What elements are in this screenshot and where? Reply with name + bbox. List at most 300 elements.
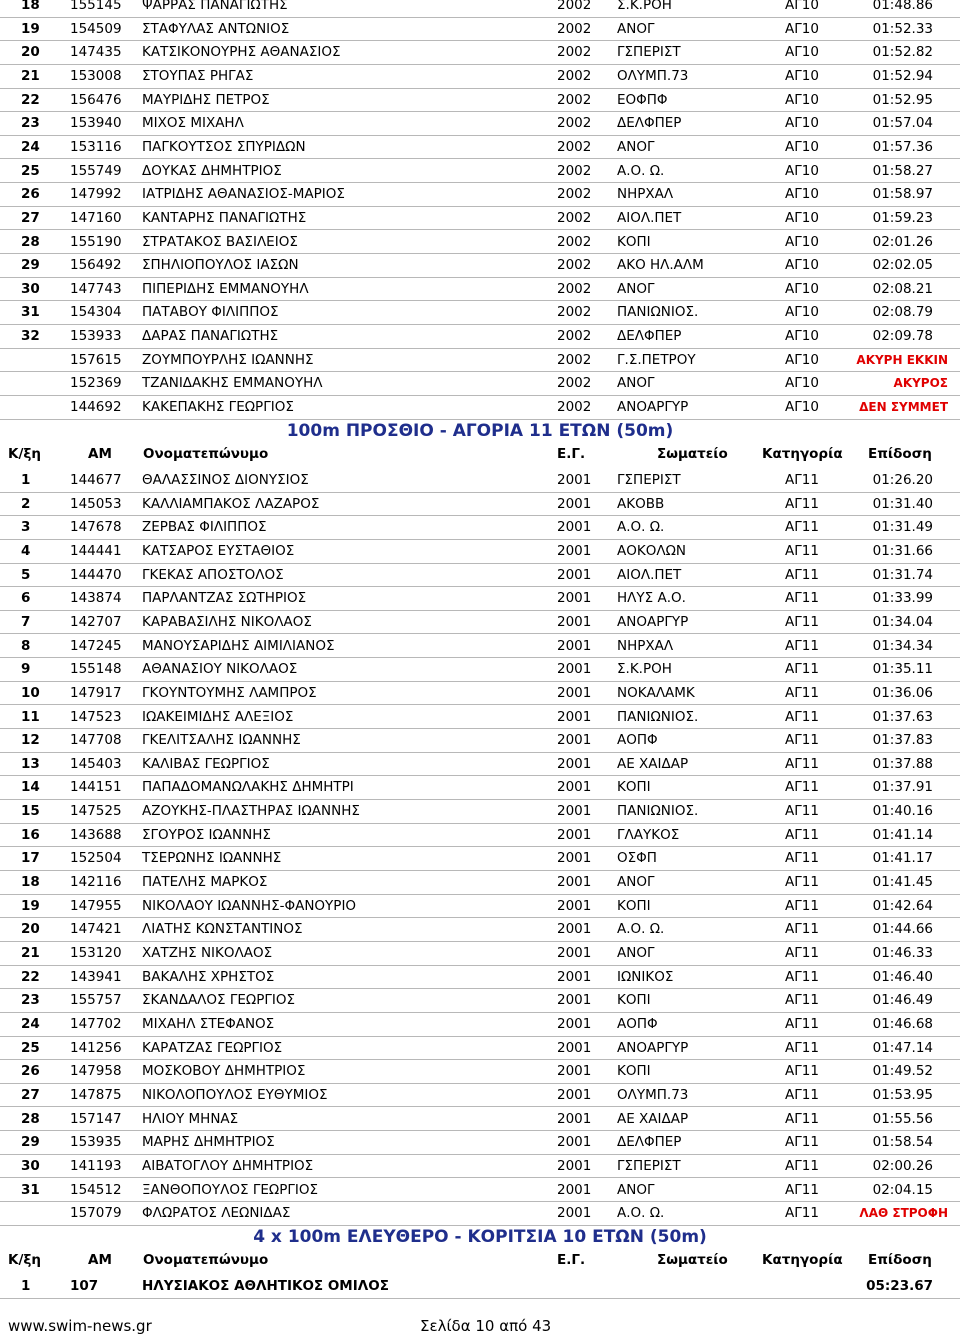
registration-cell: 153008 [70,67,122,84]
time-cell: 02:09.78 [872,328,933,345]
club-cell: ΝΗΡΧΑΛ [617,637,674,654]
time-cell: 02:01.26 [872,233,933,250]
birth-year-cell: 2001 [557,1086,592,1103]
result-row [0,301,960,325]
name-cell: ΣΤΑΦΥΛΑΣ ΑΝΤΩΝΙΟΣ [142,20,290,37]
club-cell: ΓΣΠΕΡΙΣΤ [617,44,681,61]
category-cell: ΑΓ11 [785,803,819,820]
birth-year-cell: 2002 [557,209,592,226]
club-cell: ΕΟΦΠΦ [617,91,668,108]
header-club: Σωματείο [657,1252,728,1269]
registration-cell: 153116 [70,138,122,155]
birth-year-cell: 2001 [557,495,592,512]
birth-year-cell: 2001 [557,613,592,630]
category-cell: ΑΓ11 [785,1110,819,1127]
name-cell: ΤΣΕΡΩΝΗΣ ΙΩΑΝΝΗΣ [142,850,282,867]
club-cell: ΔΕΛΦΠΕΡ [617,1134,682,1151]
result-row [0,989,960,1013]
rank-cell: 9 [21,661,31,678]
rank-cell: 20 [21,44,40,61]
category-cell: ΑΓ10 [785,67,819,84]
birth-year-cell: 2001 [557,472,592,488]
time-cell: 01:46.40 [872,968,933,985]
result-row [0,325,960,349]
category-cell: ΑΓ11 [785,826,819,843]
name-cell: ΗΛΙΟΥ ΜΗΝΑΣ [142,1110,239,1127]
club-cell: ΑΚΟ ΗΛ.ΑΛΜ [617,257,704,274]
registration-cell: 154512 [70,1181,122,1198]
result-row [0,1108,960,1132]
result-row [0,587,960,611]
birth-year-cell: 2002 [557,20,592,37]
rank-cell: 27 [21,1086,40,1103]
category-cell: ΑΓ10 [785,162,819,179]
club-cell: Σ.Κ.ΡΟΗ [617,661,672,678]
birth-year-cell: 2001 [557,661,592,678]
category-cell: ΑΓ11 [785,637,819,654]
registration-cell: 107 [70,1278,99,1295]
registration-cell: 153935 [70,1134,122,1151]
rank-cell: 14 [21,779,40,796]
rank-cell: 19 [21,20,40,37]
club-cell: Σ.Κ.ΡΟΗ [617,0,672,13]
header-club: Σωματείο [657,446,728,463]
category-cell: ΑΓ10 [785,375,819,392]
category-cell: ΑΓ11 [785,945,819,961]
time-cell: 01:33.99 [872,590,933,607]
result-row [0,469,960,493]
time-cell: 01:41.45 [872,874,933,891]
time-cell: 01:37.91 [872,779,933,796]
result-row [0,183,960,207]
footer-page-number: Σελίδα 10 από 43 [420,1317,552,1335]
name-cell: ΠΑΤΑΒΟΥ ΦΙΛΙΠΠΟΣ [142,304,279,321]
result-row [0,1179,960,1203]
registration-cell: 156476 [70,91,122,108]
club-cell: Α.Ο. Ω. [617,921,665,938]
club-cell: Γ.Σ.ΠΕΤΡΟΥ [617,351,696,368]
name-cell: ΝΙΚΟΛΟΠΟΥΛΟΣ ΕΥΘΥΜΙΟΣ [142,1086,328,1103]
header-rank: Κ/ξη [8,446,41,463]
category-cell: ΑΓ10 [785,209,819,226]
rank-cell: 25 [21,1039,40,1056]
club-cell: ΔΕΛΦΠΕΡ [617,328,682,345]
rank-cell: 20 [21,921,40,938]
category-cell: ΑΓ11 [785,921,819,938]
rank-cell: 28 [21,1110,40,1127]
category-cell: ΑΓ11 [785,850,819,867]
birth-year-cell: 2001 [557,1205,592,1222]
category-cell: ΑΓ11 [785,874,819,891]
result-row [0,516,960,540]
name-cell: ΚΑΡΑΒΑΣΙΛΗΣ ΝΙΚΟΛΑΟΣ [142,613,312,630]
time-cell: ΔΕΝ ΣΥΜΜΕΤ [859,400,948,415]
category-cell: ΑΓ11 [785,472,819,488]
club-cell: Α.Ο. Ω. [617,162,665,179]
rank-cell: 30 [21,1157,40,1174]
time-cell: 05:23.67 [866,1278,933,1295]
rank-cell: 18 [21,874,40,891]
name-cell: ΔΟΥΚΑΣ ΔΗΜΗΤΡΙΟΣ [142,162,282,179]
category-cell: ΑΓ10 [785,115,819,132]
name-cell: ΚΑΤΣΙΚΟΝΟΥΡΗΣ ΑΘΑΝΑΣΙΟΣ [142,44,341,61]
time-cell: 01:26.20 [872,472,933,488]
birth-year-cell: 2001 [557,826,592,843]
name-cell: ΠΑΡΛΑΝΤΖΑΣ ΣΩΤΗΡΙΟΣ [142,590,307,607]
birth-year-cell: 2001 [557,897,592,914]
name-cell: ΑΖΟΥΚΗΣ-ΠΛΑΣΤΗΡΑΣ ΙΩΑΝΝΗΣ [142,803,360,820]
time-cell: 01:37.88 [872,755,933,772]
time-cell: 01:46.49 [872,992,933,1009]
name-cell: ΜΟΣΚΟΒΟΥ ΔΗΜΗΤΡΙΟΣ [142,1063,306,1080]
rank-cell: 29 [21,1134,40,1151]
time-cell: 01:34.04 [872,613,933,630]
rank-cell: 31 [21,1181,40,1198]
category-cell: ΑΓ10 [785,20,819,37]
club-cell: ΠΑΝΙΩΝΙΟΣ. [617,304,699,321]
club-cell: ΑΟΠΦ [617,1015,658,1032]
birth-year-cell: 2001 [557,684,592,701]
rank-cell: 11 [21,708,40,725]
header-registration: ΑΜ [88,1252,112,1269]
category-cell: ΑΓ11 [785,1134,819,1151]
club-cell: ΠΑΝΙΩΝΙΟΣ. [617,803,699,820]
rank-cell: 6 [21,590,31,607]
column-header-row [0,1249,960,1273]
club-cell: ΝΟΚΑΛΑΜΚ [617,684,695,701]
category-cell: ΑΓ10 [785,328,819,345]
event-title: 4 x 100m ΕΛΕΥΘΕΡΟ - ΚΟΡΙΤΣΙΑ 10 ΕΤΩΝ (50m) [253,1226,707,1247]
club-cell: ΑΝΟΑΡΓΥΡ [617,1039,689,1056]
category-cell: ΑΓ10 [785,399,819,416]
registration-cell: 147992 [70,186,122,203]
club-cell: ΓΛΑΥΚΟΣ [617,826,680,843]
registration-cell: 155148 [70,661,122,678]
name-cell: ΤΖΑΝΙΔΑΚΗΣ ΕΜΜΑΝΟΥΗΛ [142,375,323,392]
club-cell: Α.Ο. Ω. [617,1205,665,1222]
rank-cell: 22 [21,968,40,985]
category-cell: ΑΓ11 [785,1205,819,1222]
header-category: Κατηγορία [762,1252,843,1269]
rank-cell: 3 [21,519,31,536]
name-cell: ΔΑΡΑΣ ΠΑΝΑΓΙΩΤΗΣ [142,328,279,345]
result-row [0,278,960,302]
registration-cell: 157079 [70,1205,122,1222]
registration-cell: 141256 [70,1039,122,1056]
result-row [0,1155,960,1179]
name-cell: ΜΙΧΟΣ ΜΙΧΑΗΛ [142,115,244,132]
registration-cell: 147160 [70,209,122,226]
birth-year-cell: 2002 [557,304,592,321]
rank-cell: 28 [21,233,40,250]
name-cell: ΣΠΗΛΙΟΠΟΥΛΟΣ ΙΑΣΩΝ [142,257,299,274]
club-cell: ΑΝΟΑΡΓΥΡ [617,613,689,630]
club-cell: ΗΛΥΣ Α.Ο. [617,590,686,607]
category-cell: ΑΓ11 [785,519,819,536]
rank-cell: 17 [21,850,40,867]
result-row [0,918,960,942]
time-cell: 01:46.33 [872,945,933,961]
category-cell: ΑΓ10 [785,280,819,297]
club-cell: ΑΝΟΓ [617,280,655,297]
birth-year-cell: 2001 [557,1039,592,1056]
registration-cell: 147743 [70,280,122,297]
name-cell: ΚΑΡΑΤΖΑΣ ΓΕΩΡΓΙΟΣ [142,1039,283,1056]
name-cell: ΜΑΡΗΣ ΔΗΜΗΤΡΙΟΣ [142,1134,275,1151]
rank-cell: 15 [21,803,40,820]
rank-cell: 29 [21,257,40,274]
club-cell: ΑΕ ΧΑΙΔΑΡ [617,755,689,772]
name-cell: ΝΙΚΟΛΑΟΥ ΙΩΑΝΝΗΣ-ΦΑΝΟΥΡΙΟ [142,897,357,914]
result-row [0,729,960,753]
name-cell: ΛΙΑΤΗΣ ΚΩΝΣΤΑΝΤΙΝΟΣ [142,921,303,938]
club-cell: ΟΛΥΜΠ.73 [617,1086,689,1103]
birth-year-cell: 2001 [557,755,592,772]
registration-cell: 157615 [70,351,122,368]
birth-year-cell: 2001 [557,1015,592,1032]
registration-cell: 144441 [70,542,122,559]
name-cell: ΣΓΟΥΡΟΣ ΙΩΑΝΝΗΣ [142,826,271,843]
category-cell: ΑΓ11 [785,897,819,914]
result-row [0,349,960,373]
time-cell: 01:34.34 [872,637,933,654]
result-row [0,871,960,895]
time-cell: 01:37.63 [872,708,933,725]
club-cell: ΚΟΠΙ [617,779,651,796]
header-name: Ονοματεπώνυμο [143,446,269,463]
registration-cell: 153933 [70,328,122,345]
registration-cell: 147245 [70,637,122,654]
registration-cell: 155190 [70,233,122,250]
club-cell: ΑΝΟΓ [617,375,655,392]
registration-cell: 147421 [70,921,122,938]
club-cell: ΑΕ ΧΑΙΔΑΡ [617,1110,689,1127]
club-cell: ΑΝΟΓ [617,1181,655,1198]
time-cell: ΑΚΥΡΗ ΕΚΚΙΝ [856,352,948,367]
registration-cell: 147958 [70,1063,122,1080]
time-cell: 01:58.27 [872,162,933,179]
result-row [0,160,960,184]
rank-cell: 16 [21,826,40,843]
result-row [0,658,960,682]
birth-year-cell: 2002 [557,280,592,297]
time-cell: 01:57.36 [872,138,933,155]
header-birth-year: Ε.Γ. [557,446,586,463]
time-cell: 01:58.54 [872,1134,933,1151]
registration-cell: 154304 [70,304,122,321]
rank-cell: 27 [21,209,40,226]
birth-year-cell: 2001 [557,732,592,749]
header-time: Επίδοση [868,446,932,463]
time-cell: 01:31.66 [872,542,933,559]
time-cell: 01:48.86 [872,0,933,13]
birth-year-cell: 2002 [557,115,592,132]
club-cell: ΚΟΠΙ [617,233,651,250]
rank-cell: 4 [21,542,31,559]
category-cell: ΑΓ11 [785,708,819,725]
header-time: Επίδοση [868,1252,932,1269]
club-cell: ΑΙΟΛ.ΠΕΤ [617,566,682,583]
time-cell: 02:02.05 [872,257,933,274]
result-row [0,776,960,800]
club-cell: ΓΣΠΕΡΙΣΤ [617,1157,681,1174]
name-cell: ΠΑΠΑΔΟΜΑΝΩΛΑΚΗΣ ΔΗΜΗΤΡΙ [142,779,354,796]
result-row [0,254,960,278]
birth-year-cell: 2002 [557,44,592,61]
rank-cell: 13 [21,755,40,772]
event-title: 100m ΠΡΟΣΘΙΟ - ΑΓΟΡΙΑ 11 ΕΤΩΝ (50m) [286,420,674,441]
name-cell: ΓΚΟΥΝΤΟΥΜΗΣ ΛΑΜΠΡΟΣ [142,684,317,701]
time-cell: 01:44.66 [872,921,933,938]
result-row [0,1275,960,1299]
name-cell: ΑΘΑΝΑΣΙΟΥ ΝΙΚΟΛΑΟΣ [142,661,298,678]
registration-cell: 156492 [70,257,122,274]
time-cell: 01:31.49 [872,519,933,536]
registration-cell: 147678 [70,519,122,536]
time-cell: 01:40.16 [872,803,933,820]
name-cell: ΓΚΕΚΑΣ ΑΠΟΣΤΟΛΟΣ [142,566,284,583]
club-cell: Α.Ο. Ω. [617,519,665,536]
club-cell: ΑΟΚΟΛΩΝ [617,542,686,559]
header-rank: Κ/ξη [8,1252,41,1269]
birth-year-cell: 2002 [557,138,592,155]
registration-cell: 147702 [70,1015,122,1032]
category-cell: ΑΓ11 [785,590,819,607]
name-cell: ΓΚΕΛΙΤΣΑΛΗΣ ΙΩΑΝΝΗΣ [142,732,301,749]
name-cell: ΣΚΑΝΔΑΛΟΣ ΓΕΩΡΓΙΟΣ [142,992,296,1009]
club-cell: ΓΣΠΕΡΙΣΤ [617,472,681,488]
name-cell: ΖΕΡΒΑΣ ΦΙΛΙΠΠΟΣ [142,519,267,536]
rank-cell: 25 [21,162,40,179]
birth-year-cell: 2001 [557,968,592,985]
result-row [0,611,960,635]
category-cell: ΑΓ11 [785,1157,819,1174]
birth-year-cell: 2001 [557,1181,592,1198]
club-cell: ΟΛΥΜΠ.73 [617,67,689,84]
category-cell: ΑΓ10 [785,257,819,274]
registration-cell: 144692 [70,399,122,416]
footer-site: www.swim-news.gr [8,1317,152,1335]
result-row [0,706,960,730]
category-cell: ΑΓ11 [785,755,819,772]
rank-cell: 7 [21,613,31,630]
registration-cell: 147523 [70,708,122,725]
result-row [0,231,960,255]
rank-cell: 22 [21,91,40,108]
header-category: Κατηγορία [762,446,843,463]
time-cell: 02:08.21 [872,280,933,297]
result-row [0,136,960,160]
rank-cell: 24 [21,1015,40,1032]
birth-year-cell: 2002 [557,375,592,392]
registration-cell: 147875 [70,1086,122,1103]
registration-cell: 142707 [70,613,122,630]
club-cell: ΙΩΝΙΚΟΣ [617,968,674,985]
result-row [0,1084,960,1108]
birth-year-cell: 2002 [557,91,592,108]
name-cell: ΖΟΥΜΠΟΥΡΛΗΣ ΙΩΑΝΝΗΣ [142,351,314,368]
birth-year-cell: 2001 [557,992,592,1009]
rank-cell: 18 [21,0,40,13]
result-row [0,207,960,231]
category-cell: ΑΓ11 [785,1039,819,1056]
rank-cell: 8 [21,637,31,654]
name-cell: ΧΑΤΖΗΣ ΝΙΚΟΛΑΟΣ [142,945,273,961]
time-cell: 01:41.17 [872,850,933,867]
name-cell: ΚΑΝΤΑΡΗΣ ΠΑΝΑΓΙΩΤΗΣ [142,209,307,226]
name-cell: ΠΑΓΚΟΥΤΣΟΣ ΣΠΥΡΙΔΩΝ [142,138,306,155]
time-cell: 01:52.33 [872,20,933,37]
category-cell: ΑΓ11 [785,779,819,796]
club-cell: ΑΚΟΒΒ [617,495,665,512]
name-cell: ΞΑΝΘΟΠΟΥΛΟΣ ΓΕΩΡΓΙΟΣ [142,1181,318,1198]
time-cell: 01:46.68 [872,1015,933,1032]
rank-cell: 21 [21,67,40,84]
club-cell: ΚΟΠΙ [617,1063,651,1080]
club-cell: ΔΕΛΦΠΕΡ [617,115,682,132]
result-row [0,800,960,824]
registration-cell: 147917 [70,684,122,701]
registration-cell: 155749 [70,162,122,179]
category-cell: ΑΓ10 [785,186,819,203]
rank-cell: 24 [21,138,40,155]
club-cell: ΠΑΝΙΩΝΙΟΣ. [617,708,699,725]
registration-cell: 144151 [70,779,122,796]
rank-cell: 23 [21,992,40,1009]
time-cell: 01:49.52 [872,1063,933,1080]
time-cell: 02:08.79 [872,304,933,321]
result-row [0,112,960,136]
category-cell: ΑΓ10 [785,91,819,108]
rank-cell: 1 [21,1278,31,1295]
time-cell: 01:57.04 [872,115,933,132]
result-row [0,847,960,871]
name-cell: ΠΑΤΕΛΗΣ ΜΑΡΚΟΣ [142,874,268,891]
birth-year-cell: 2001 [557,542,592,559]
rank-cell: 30 [21,280,40,297]
time-cell: 01:59.23 [872,209,933,226]
name-cell: ΗΛΥΣΙΑΚΟΣ ΑΘΛΗΤΙΚΟΣ ΟΜΙΛΟΣ [142,1278,389,1295]
birth-year-cell: 2001 [557,850,592,867]
registration-cell: 153940 [70,115,122,132]
name-cell: ΚΑΛΛΙΑΜΠΑΚΟΣ ΛΑΖΑΡΟΣ [142,495,320,512]
birth-year-cell: 2001 [557,945,592,961]
time-cell: 01:37.83 [872,732,933,749]
category-cell: ΑΓ10 [785,351,819,368]
birth-year-cell: 2002 [557,186,592,203]
birth-year-cell: 2001 [557,803,592,820]
result-row [0,824,960,848]
registration-cell: 155757 [70,992,122,1009]
time-cell: 01:31.74 [872,566,933,583]
name-cell: ΜΑΥΡΙΔΗΣ ΠΕΤΡΟΣ [142,91,270,108]
birth-year-cell: 2001 [557,779,592,796]
category-cell: ΑΓ10 [785,233,819,250]
birth-year-cell: 2001 [557,1157,592,1174]
rank-cell: 32 [21,328,40,345]
registration-cell: 143688 [70,826,122,843]
registration-cell: 145403 [70,755,122,772]
club-cell: ΑΙΟΛ.ΠΕΤ [617,209,682,226]
registration-cell: 143941 [70,968,122,985]
birth-year-cell: 2001 [557,590,592,607]
result-row [0,396,960,420]
birth-year-cell: 2002 [557,351,592,368]
category-cell: ΑΓ11 [785,1063,819,1080]
header-registration: ΑΜ [88,446,112,463]
result-row [0,65,960,89]
category-cell: ΑΓ11 [785,1015,819,1032]
